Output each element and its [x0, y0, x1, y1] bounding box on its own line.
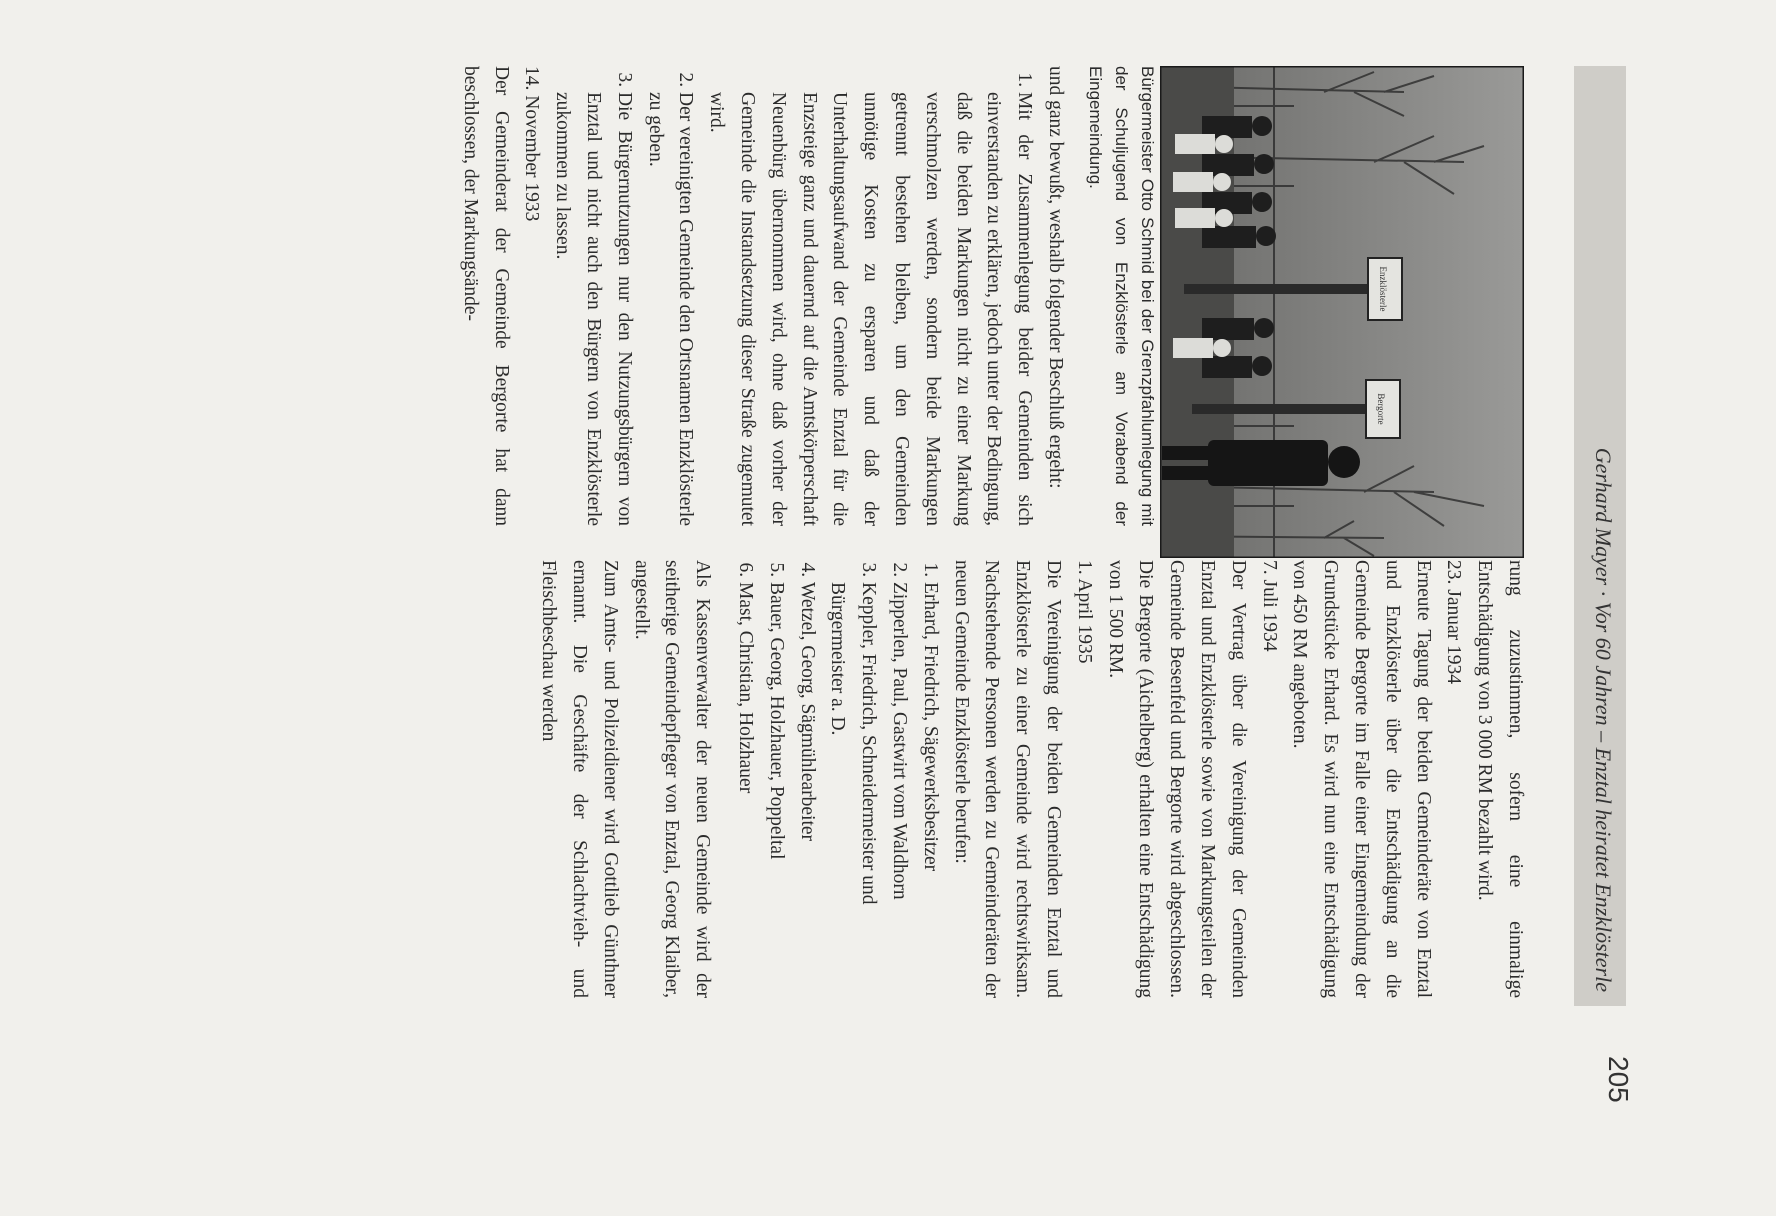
running-header — [1574, 66, 1626, 1006]
right-paragraph-3: Die Vereinigung der beiden Gemeinden Enztal und Enzklösterle zu einer Gemeinde wird rechtswirksam. Nachstehende Personen werden zu Gemeinderäten der neuen Gemeinde Enzklösterle berufen: — [950, 560, 1065, 998]
date-heading: 23. Januar 1934 — [1443, 560, 1465, 685]
photo-illustration — [1160, 66, 1524, 558]
right-paragraph-1: Erneute Tagung der beiden Gemeinderäte von Enztal und Enzklösterle über die Entschädigung an die Gemeinde Bergorte im Falle einer Eingemeindung der Grundstücke Erhard. Es wird nun eine Entschädigung von 450 RM angeboten. — [1289, 560, 1434, 998]
council-member: 2. Zipperlen, Paul, Gastwirt vom Waldhorn — [883, 582, 914, 998]
date-heading: 1. April 1935 — [1073, 560, 1095, 664]
right-paragraph-2: Der Vertrag über die Vereinigung der Gemeinden Enztal und Enzklösterle sowie von Markungsteilen der Gemeinde Besenfeld und Bergorte wird abgeschlossen. Die Bergorte (Aichelberg) erhalten eine Entschädigung von 1 500 RM. — [1104, 560, 1249, 998]
date-heading: 14. November 1933 — [521, 66, 543, 222]
resolution-item-1: 1. Mit der Zusammenlegung beider Gemeinden sich einverstanden zu erklären, jedoch unter der Bedingung, daß die beiden Markungen nicht zu einer Markung verschmolzen werden, sondern beide Markungen getrennt bestehen bleiben, um den Gemeinden unnötige Kosten zu ersparen und daß der Unterhaltungsaufwand der Gemeinde Enztal für die Enzsteige ganz und dauernd auf die Amtskörperschaft Neuenbürg übernommen wird, ohne daß vorher der Gemeinde die Instandsetzung dieser Straße zugemutet wird. — [700, 92, 1039, 526]
resolution-item-2: 2. Der vereinigten Gemeinde den Ortsnamen Enzklösterle zu geben. — [639, 92, 701, 526]
right-paragraph-4: Als Kassenverwalter der neuen Gemeinde wird der seitherige Gemeindepfleger von Enztal, Georg Klaiber, angestellt. — [630, 560, 714, 998]
sign-right-label: Bergorte — [1376, 393, 1386, 425]
date-heading: 7. Juli 1934 — [1258, 560, 1280, 652]
council-members-list — [729, 560, 945, 998]
council-member: 6. Mast, Christian, Holzhauer — [729, 582, 760, 998]
right-paragraph-5: Zum Amts- und Polizeidiener wird Gottlieb Günthner ernannt. Die Geschäfte der Schlachtvieh- und Fleischbeschau werden — [538, 560, 621, 998]
council-member: 3. Keppler, Friedrich, Schneidermeister und Bürgermeister a. D. — [822, 582, 884, 998]
right-paragraph-0: rung zuzustimmen, sofern eine einmalige Entschädigung von 3 000 RM bezahlt wird. — [1474, 560, 1526, 998]
left-column — [454, 66, 1070, 526]
left-paragraph: Der Gemeinderat der Gemeinde Bergorte hat dann beschlossen, der Markungsände- — [459, 66, 512, 526]
resolution-list — [546, 66, 1039, 526]
left-intro: und ganz bewußt, weshalb folgender Beschluß ergeht: — [1045, 66, 1066, 489]
page-number: 205 — [1603, 1056, 1634, 1103]
historic-photograph — [1160, 66, 1524, 558]
right-column — [533, 560, 1531, 998]
council-member: 5. Bauer, Georg, Holzhauer, Poppeltal — [760, 582, 791, 998]
council-member: 1. Erhard, Friedrich, Sägewerksbesitzer — [914, 582, 945, 998]
photo-caption: Bürgermeister Otto Schmid bei der Grenzpfahlumlegung mit der Schuljugend von Enzklösterle am Vorabend der Eingemeindung. — [1086, 66, 1157, 526]
sign-left-label: Enzklösterle — [1378, 266, 1388, 312]
resolution-item-3: 3. Die Bürgernutzungen nur den Nutzungsbürgern von Enztal und nicht auch den Bürgern von Enzklösterle zukommen zu lassen. — [546, 92, 638, 526]
council-member: 4. Wetzel, Georg, Sägmühlearbeiter — [791, 582, 822, 998]
header-title: Gerhard Mayer · Vor 60 Jahren – Enztal heiratet Enzklösterle — [1591, 447, 1616, 992]
